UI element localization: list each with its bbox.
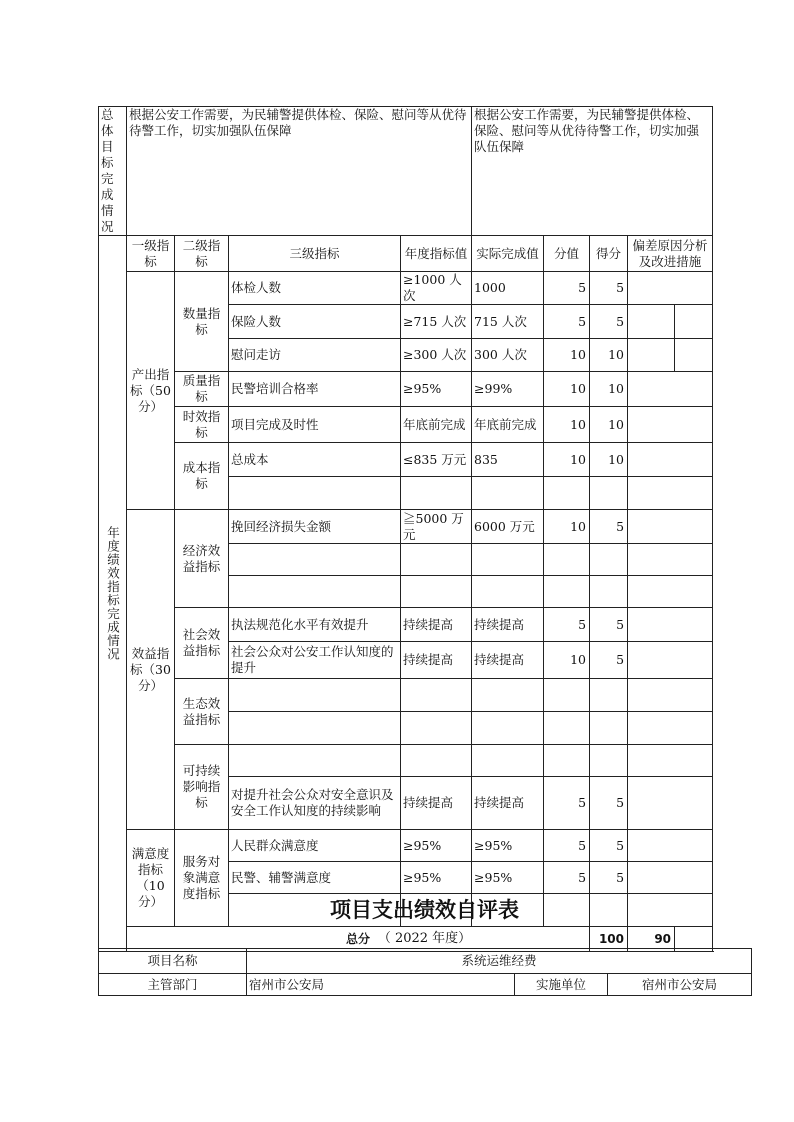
indicator-reason — [628, 777, 713, 830]
indicator-reason — [628, 339, 675, 372]
header-score: 分值 — [544, 236, 590, 272]
empty-cell — [544, 712, 590, 745]
indicator-reason — [628, 443, 713, 477]
indicator-score: 5 — [544, 272, 590, 305]
indicator-actual: ≥99% — [472, 372, 544, 407]
empty-cell — [229, 544, 401, 576]
indicator-name: 慰问走访 — [229, 339, 401, 372]
indicator-actual: 持续提高 — [472, 642, 544, 679]
empty-cell — [472, 679, 544, 712]
indicator-got: 10 — [590, 443, 628, 477]
empty-cell — [472, 576, 544, 608]
indicator-reason — [628, 862, 713, 894]
summary-actual: 根据公安工作需要，为民辅警提供体检、保险、慰问等从优待待警工作，切实加强队伍保障 — [472, 107, 713, 236]
subgroup-service: 服务对象满意度指标 — [175, 830, 229, 927]
subgroup-quality: 质量指标 — [175, 372, 229, 407]
indicator-actual: 300 人次 — [472, 339, 544, 372]
indicator-actual: 持续提高 — [472, 777, 544, 830]
indicator-got: 5 — [590, 305, 628, 339]
empty-cell — [590, 576, 628, 608]
indicator-target: ≥300 人次 — [401, 339, 472, 372]
project-name-label: 项目名称 — [99, 949, 247, 974]
dept-value: 宿州市公安局 — [247, 974, 515, 996]
indicator-name: 挽回经济损失金额 — [229, 510, 401, 544]
header-reason: 偏差原因分析及改进措施 — [628, 236, 713, 272]
indicator-reason — [628, 272, 713, 305]
subgroup-sustain: 可持续影响指标 — [175, 745, 229, 830]
indicator-score: 10 — [544, 443, 590, 477]
empty-cell — [544, 576, 590, 608]
subgroup-economic: 经济效益指标 — [175, 510, 229, 608]
second-form-title: 项目支出绩效自评表 — [330, 898, 519, 922]
header-level3: 三级指标 — [229, 236, 401, 272]
empty-cell — [544, 544, 590, 576]
empty-cell — [628, 576, 713, 608]
empty-cell — [628, 712, 713, 745]
second-form-year: （ 2022 年度） — [377, 931, 472, 946]
indicator-reason-extra — [675, 305, 713, 339]
subgroup-quantity: 数量指标 — [175, 272, 229, 372]
indicator-actual: ≥95% — [472, 862, 544, 894]
subgroup-social: 社会效益指标 — [175, 608, 229, 679]
indicator-score: 5 — [544, 608, 590, 642]
empty-cell — [401, 679, 472, 712]
indicator-reason — [628, 830, 713, 862]
indicator-score: 10 — [544, 372, 590, 407]
empty-cell — [401, 544, 472, 576]
empty-cell — [472, 544, 544, 576]
empty-cell — [590, 544, 628, 576]
header-level2: 二级指标 — [175, 236, 229, 272]
subgroup-time: 时效指标 — [175, 407, 229, 443]
indicator-actual: 835 — [472, 443, 544, 477]
indicator-target: ≥95% — [401, 372, 472, 407]
empty-cell — [229, 576, 401, 608]
indicator-actual: 6000 万元 — [472, 510, 544, 544]
indicator-target: ≤835 万元 — [401, 443, 472, 477]
indicator-reason — [628, 305, 675, 339]
empty-cell — [229, 745, 401, 777]
empty-cell — [472, 712, 544, 745]
indicator-reason — [628, 372, 713, 407]
empty-cell — [628, 679, 713, 712]
indicator-actual: 1000 — [472, 272, 544, 305]
header-level1: 一级指标 — [127, 236, 175, 272]
indicator-name: 总成本 — [229, 443, 401, 477]
group-output: 产出指标（50 分） — [127, 272, 175, 510]
dept-label: 主管部门 — [99, 974, 247, 996]
summary-label: 总体目标完成情况 — [99, 107, 127, 236]
total-got: 90 — [628, 927, 675, 952]
indicator-target: ≧5000 万元 — [401, 510, 472, 544]
project-info-table — [98, 948, 752, 996]
subgroup-cost: 成本指标 — [175, 443, 229, 510]
project-name-value: 系统运维经费 — [247, 949, 752, 974]
header-target: 年度指标值 — [401, 236, 472, 272]
indicator-actual: 年底前完成 — [472, 407, 544, 443]
indicator-got: 5 — [590, 608, 628, 642]
indicator-got: 5 — [590, 862, 628, 894]
indicator-score: 5 — [544, 305, 590, 339]
total-label: 总分 — [127, 927, 590, 952]
indicator-score: 10 — [544, 407, 590, 443]
empty-cell — [590, 712, 628, 745]
group-benefit: 效益指标（30 分） — [127, 510, 175, 830]
indicator-name: 社会公众对公安工作认知度的提升 — [229, 642, 401, 679]
indicator-name: 执法规范化水平有效提升 — [229, 608, 401, 642]
indicator-target: 持续提高 — [401, 608, 472, 642]
indicator-got: 5 — [590, 777, 628, 830]
empty-cell — [544, 477, 590, 510]
indicator-actual: 持续提高 — [472, 608, 544, 642]
indicator-score: 5 — [544, 830, 590, 862]
indicator-reason-extra — [675, 339, 713, 372]
impl-value: 宿州市公安局 — [608, 974, 752, 996]
empty-cell — [628, 477, 713, 510]
indicator-score: 10 — [544, 510, 590, 544]
empty-cell — [401, 745, 472, 777]
indicator-name: 人民群众满意度 — [229, 830, 401, 862]
indicator-name: 体检人数 — [229, 272, 401, 305]
empty-cell — [401, 576, 472, 608]
indicator-target: ≥715 人次 — [401, 305, 472, 339]
indicator-got: 10 — [590, 407, 628, 443]
header-actual: 实际完成值 — [472, 236, 544, 272]
indicator-got: 5 — [590, 272, 628, 305]
indicator-target: ≥95% — [401, 862, 472, 894]
empty-cell — [544, 745, 590, 777]
indicator-actual: ≥95% — [472, 830, 544, 862]
indicator-reason — [628, 510, 713, 544]
empty-cell — [544, 679, 590, 712]
empty-cell — [628, 544, 713, 576]
indicator-name: 民警、辅警满意度 — [229, 862, 401, 894]
indicator-score: 10 — [544, 339, 590, 372]
empty-cell — [229, 679, 401, 712]
indicator-target: ≥95% — [401, 830, 472, 862]
indicator-reason — [628, 407, 713, 443]
subgroup-ecological: 生态效益指标 — [175, 679, 229, 745]
empty-cell — [229, 477, 401, 510]
indicator-name: 对提升社会公众对安全意识及安全工作认知度的持续影响 — [229, 777, 401, 830]
empty-cell — [628, 745, 713, 777]
indicator-target: 持续提高 — [401, 777, 472, 830]
indicator-got: 5 — [590, 510, 628, 544]
indicator-name: 项目完成及时性 — [229, 407, 401, 443]
indicator-got: 10 — [590, 372, 628, 407]
indicator-got: 10 — [590, 339, 628, 372]
indicator-actual: 715 人次 — [472, 305, 544, 339]
outer-label-cell — [99, 236, 127, 952]
indicator-got: 5 — [590, 830, 628, 862]
summary-target: 根据公安工作需要，为民辅警提供体检、保险、慰问等从优待待警工作，切实加强队伍保障 — [127, 107, 472, 236]
indicator-target: ≥1000 人次 — [401, 272, 472, 305]
group-satisfaction: 满意度指标（10 分） — [127, 830, 175, 927]
indicator-name: 保险人数 — [229, 305, 401, 339]
indicator-score: 5 — [544, 777, 590, 830]
total-score: 100 — [590, 927, 628, 952]
header-got: 得分 — [590, 236, 628, 272]
impl-label: 实施单位 — [515, 974, 608, 996]
indicator-target: 年底前完成 — [401, 407, 472, 443]
empty-cell — [401, 712, 472, 745]
indicator-score: 5 — [544, 862, 590, 894]
empty-cell — [590, 745, 628, 777]
indicator-got: 5 — [590, 642, 628, 679]
indicator-target: 持续提高 — [401, 642, 472, 679]
empty-cell — [472, 477, 544, 510]
performance-table — [98, 106, 713, 952]
indicator-reason — [628, 642, 713, 679]
empty-cell — [590, 477, 628, 510]
empty-cell — [590, 679, 628, 712]
outer-label: 年度绩效指标完成情况 — [105, 526, 121, 661]
empty-cell — [401, 477, 472, 510]
empty-cell — [472, 745, 544, 777]
indicator-score: 10 — [544, 642, 590, 679]
indicator-name: 民警培训合格率 — [229, 372, 401, 407]
indicator-reason — [628, 608, 713, 642]
empty-cell — [229, 712, 401, 745]
